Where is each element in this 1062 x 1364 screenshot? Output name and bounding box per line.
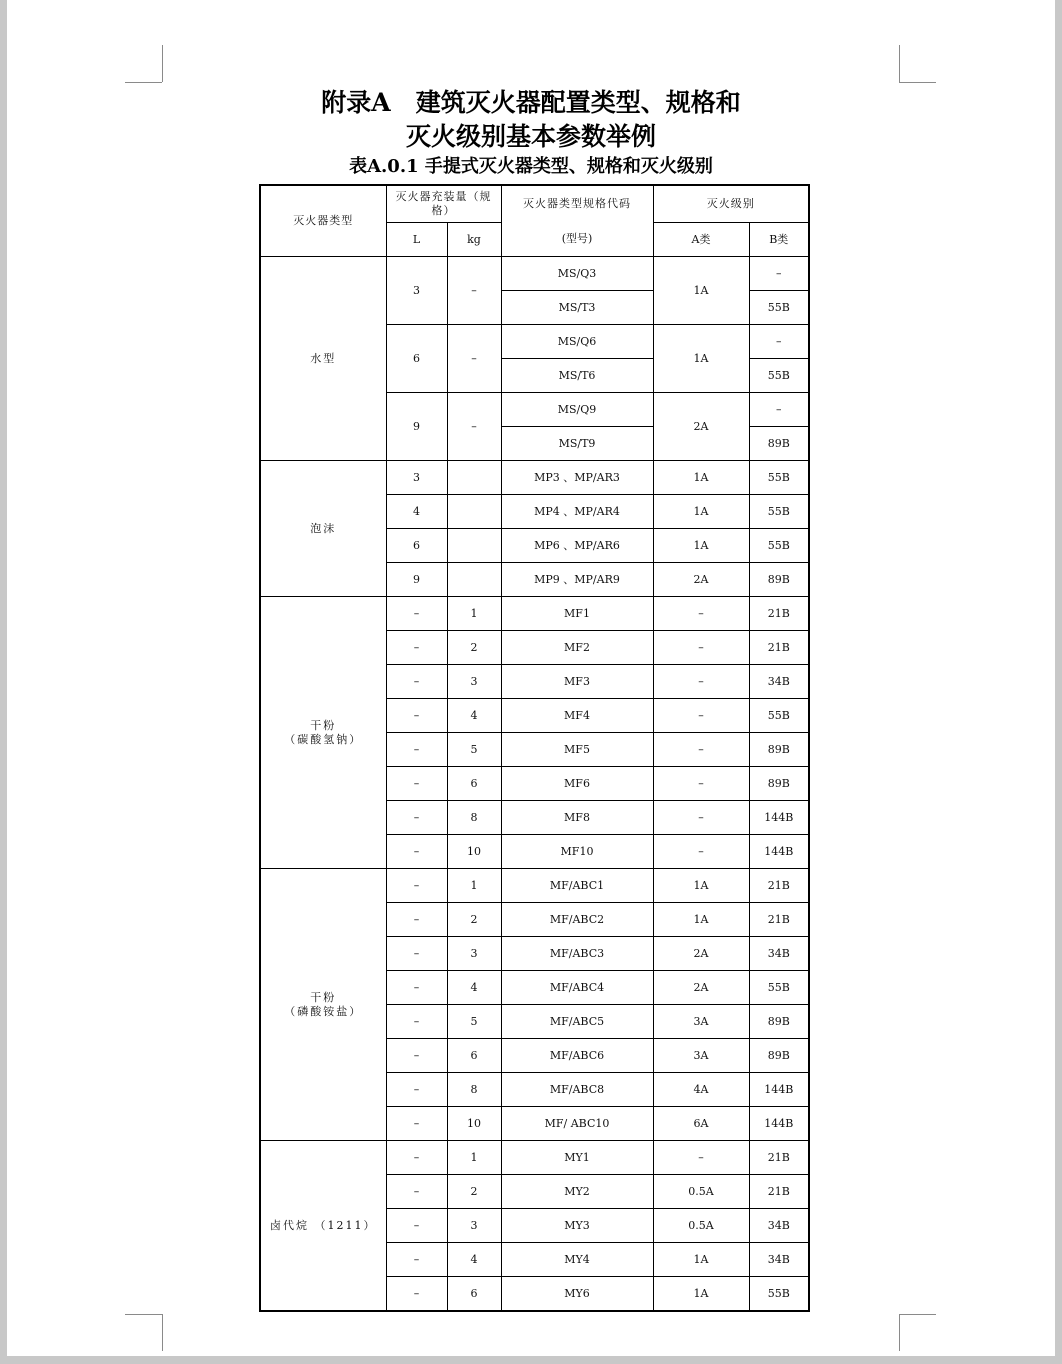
- cell-kg: 5: [447, 1005, 501, 1039]
- cell-code: MY3: [501, 1209, 653, 1243]
- group-powder-abc-line: （磷酸铵盐）: [284, 1004, 363, 1018]
- cell-class-a: 2A: [653, 971, 749, 1005]
- header-rating: 灭火级别: [653, 185, 809, 223]
- cell-class-b: 144B: [749, 801, 809, 835]
- cell-class-b: 55B: [749, 461, 809, 495]
- cell-code: MF/ABC4: [501, 971, 653, 1005]
- cell-class-a: 0.5A: [653, 1175, 749, 1209]
- cell-code: MY2: [501, 1175, 653, 1209]
- cell-class-b: 34B: [749, 1243, 809, 1277]
- cell-kg: 3: [447, 665, 501, 699]
- header-type: 灭火器类型: [260, 185, 386, 257]
- header-capacity: 灭火器充装量（规格）: [386, 185, 501, 223]
- cell-l: –: [386, 937, 447, 971]
- cell-class-a: 1A: [653, 1243, 749, 1277]
- cell-class-b: 21B: [749, 903, 809, 937]
- crop-mark-top-right-v: [899, 45, 900, 82]
- cell-kg: [447, 461, 501, 495]
- cell-class-b: 34B: [749, 665, 809, 699]
- cell-class-a: –: [653, 733, 749, 767]
- cell-code: MS/Q3: [501, 257, 653, 291]
- cell-class-b: 89B: [749, 563, 809, 597]
- cell-kg: [447, 563, 501, 597]
- cell-l: 3: [386, 257, 447, 325]
- cell-class-a: 1A: [653, 461, 749, 495]
- cell-class-b: 21B: [749, 1141, 809, 1175]
- cell-class-b: 89B: [749, 1005, 809, 1039]
- cell-l: –: [386, 1073, 447, 1107]
- cell-kg: –: [447, 393, 501, 461]
- cell-class-a: –: [653, 699, 749, 733]
- cell-code: MF/ABC8: [501, 1073, 653, 1107]
- crop-mark-top-right-h: [899, 82, 936, 83]
- cell-kg: 6: [447, 1277, 501, 1312]
- cell-l: 3: [386, 461, 447, 495]
- cell-code: MF/ABC6: [501, 1039, 653, 1073]
- header-class-a: A类: [653, 223, 749, 257]
- table-row: [260, 597, 809, 631]
- cell-kg: 3: [447, 937, 501, 971]
- cell-code: MP9 、MP/AR9: [501, 563, 653, 597]
- cell-class-a: 1A: [653, 257, 749, 325]
- cell-class-a: 1A: [653, 325, 749, 393]
- group-foam: [260, 461, 386, 597]
- extinguisher-table: [259, 184, 810, 1312]
- cell-code: MF8: [501, 801, 653, 835]
- cell-class-a: 1A: [653, 1277, 749, 1312]
- cell-l: 6: [386, 325, 447, 393]
- cell-code: MS/T6: [501, 359, 653, 393]
- header-code: 灭火器类型规格代码: [501, 185, 653, 223]
- cell-kg: 8: [447, 801, 501, 835]
- cell-class-b: 89B: [749, 1039, 809, 1073]
- group-halon: [260, 1141, 386, 1312]
- cell-class-b: 144B: [749, 835, 809, 869]
- cell-l: –: [386, 835, 447, 869]
- cell-l: –: [386, 1175, 447, 1209]
- cell-kg: 1: [447, 1141, 501, 1175]
- cell-l: –: [386, 597, 447, 631]
- cell-code: MP4 、MP/AR4: [501, 495, 653, 529]
- cell-code: MF2: [501, 631, 653, 665]
- cell-class-b: 89B: [749, 767, 809, 801]
- cell-class-a: 0.5A: [653, 1209, 749, 1243]
- cell-code: MP3 、MP/AR3: [501, 461, 653, 495]
- cell-class-a: –: [653, 631, 749, 665]
- cell-class-a: –: [653, 801, 749, 835]
- cell-l: –: [386, 767, 447, 801]
- cell-l: 9: [386, 393, 447, 461]
- cell-code: MF/ABC5: [501, 1005, 653, 1039]
- cell-kg: [447, 495, 501, 529]
- cell-class-b: 21B: [749, 869, 809, 903]
- cell-class-b: 21B: [749, 597, 809, 631]
- cell-l: –: [386, 1243, 447, 1277]
- cell-l: –: [386, 903, 447, 937]
- cell-l: –: [386, 1107, 447, 1141]
- cell-class-b: 89B: [749, 733, 809, 767]
- cell-class-b: 21B: [749, 631, 809, 665]
- cell-class-a: –: [653, 1141, 749, 1175]
- cell-class-b: –: [749, 325, 809, 359]
- cell-kg: 6: [447, 1039, 501, 1073]
- cell-kg: 2: [447, 903, 501, 937]
- header-unit-kg: kg: [447, 223, 501, 257]
- cell-class-a: 2A: [653, 393, 749, 461]
- cell-class-a: 6A: [653, 1107, 749, 1141]
- cell-class-a: 1A: [653, 869, 749, 903]
- cell-code: MF3: [501, 665, 653, 699]
- cell-kg: 3: [447, 1209, 501, 1243]
- group-powder-bc-line: 干粉: [310, 718, 337, 732]
- cell-l: –: [386, 665, 447, 699]
- group-water: [260, 257, 386, 461]
- appendix-title-line2: 灭火级别基本参数举例: [405, 122, 656, 151]
- crop-mark-bottom-left-v: [162, 1314, 163, 1351]
- cell-l: 9: [386, 563, 447, 597]
- cell-code: MS/T3: [501, 291, 653, 325]
- cell-kg: –: [447, 325, 501, 393]
- cell-code: MS/T9: [501, 427, 653, 461]
- group-powder-abc: [260, 869, 386, 1141]
- cell-l: –: [386, 869, 447, 903]
- cell-class-b: 55B: [749, 291, 809, 325]
- table-caption: 表A.0.1 手提式灭火器类型、规格和灭火级别: [349, 156, 713, 177]
- cell-code: MF/ ABC10: [501, 1107, 653, 1141]
- group-halon-line: 卤代烷 （1211）: [270, 1218, 377, 1232]
- cell-class-b: 55B: [749, 495, 809, 529]
- crop-mark-bottom-right-h: [899, 1314, 936, 1315]
- group-powder-bc-line: （碳酸氢钠）: [284, 732, 363, 746]
- cell-class-a: 2A: [653, 563, 749, 597]
- cell-kg: 4: [447, 971, 501, 1005]
- cell-kg: 1: [447, 597, 501, 631]
- table-row: [260, 257, 809, 291]
- cell-code: MY1: [501, 1141, 653, 1175]
- header-unit-l: L: [386, 223, 447, 257]
- cell-class-a: 4A: [653, 1073, 749, 1107]
- cell-kg: 8: [447, 1073, 501, 1107]
- cell-code: MF5: [501, 733, 653, 767]
- cell-class-b: –: [749, 257, 809, 291]
- cell-l: –: [386, 1039, 447, 1073]
- group-powder-bc: [260, 597, 386, 869]
- cell-class-a: –: [653, 767, 749, 801]
- cell-class-b: 144B: [749, 1107, 809, 1141]
- cell-class-a: –: [653, 597, 749, 631]
- cell-code: MS/Q6: [501, 325, 653, 359]
- cell-kg: [447, 529, 501, 563]
- cell-l: –: [386, 971, 447, 1005]
- cell-code: MF4: [501, 699, 653, 733]
- cell-kg: 4: [447, 699, 501, 733]
- header-row-1: [260, 185, 809, 223]
- table-row: [260, 869, 809, 903]
- cell-class-a: 3A: [653, 1039, 749, 1073]
- cell-class-a: 1A: [653, 495, 749, 529]
- crop-mark-bottom-left-h: [125, 1314, 162, 1315]
- cell-class-b: 34B: [749, 937, 809, 971]
- cell-class-b: –: [749, 393, 809, 427]
- cell-code: MY4: [501, 1243, 653, 1277]
- crop-mark-bottom-right-v: [899, 1314, 900, 1351]
- cell-class-b: 55B: [749, 699, 809, 733]
- cell-l: 4: [386, 495, 447, 529]
- cell-code: MF6: [501, 767, 653, 801]
- cell-kg: 10: [447, 1107, 501, 1141]
- appendix-title-line1: 附录A 建筑灭火器配置类型、规格和: [321, 88, 741, 117]
- cell-class-a: 1A: [653, 529, 749, 563]
- cell-l: –: [386, 631, 447, 665]
- cell-code: MP6 、MP/AR6: [501, 529, 653, 563]
- group-foam-line: 泡沫: [310, 521, 337, 535]
- cell-l: –: [386, 1209, 447, 1243]
- cell-class-a: 1A: [653, 903, 749, 937]
- cell-class-b: 55B: [749, 359, 809, 393]
- table-row: [260, 1141, 809, 1175]
- cell-class-b: 34B: [749, 1209, 809, 1243]
- cell-class-a: –: [653, 835, 749, 869]
- cell-code: MF/ABC1: [501, 869, 653, 903]
- cell-code: MF/ABC2: [501, 903, 653, 937]
- cell-class-a: 2A: [653, 937, 749, 971]
- cell-class-b: 55B: [749, 971, 809, 1005]
- cell-kg: 4: [447, 1243, 501, 1277]
- table-row: [260, 461, 809, 495]
- header-code-model: (型号): [501, 223, 653, 257]
- cell-l: –: [386, 1277, 447, 1312]
- cell-l: –: [386, 699, 447, 733]
- cell-code: MS/Q9: [501, 393, 653, 427]
- cell-kg: 2: [447, 1175, 501, 1209]
- cell-code: MF1: [501, 597, 653, 631]
- cell-code: MY6: [501, 1277, 653, 1312]
- cell-kg: 1: [447, 869, 501, 903]
- cell-l: –: [386, 1141, 447, 1175]
- group-powder-abc-line: 干粉: [310, 990, 337, 1004]
- cell-kg: 2: [447, 631, 501, 665]
- group-water-line: 水型: [310, 351, 337, 365]
- cell-l: 6: [386, 529, 447, 563]
- cell-l: –: [386, 733, 447, 767]
- cell-l: –: [386, 801, 447, 835]
- cell-kg: 5: [447, 733, 501, 767]
- crop-mark-top-left-v: [162, 45, 163, 82]
- cell-class-a: 3A: [653, 1005, 749, 1039]
- cell-l: –: [386, 1005, 447, 1039]
- cell-class-b: 21B: [749, 1175, 809, 1209]
- cell-class-b: 89B: [749, 427, 809, 461]
- crop-mark-top-left-h: [125, 82, 162, 83]
- cell-class-b: 144B: [749, 1073, 809, 1107]
- cell-class-a: –: [653, 665, 749, 699]
- header-class-b: B类: [749, 223, 809, 257]
- cell-kg: 6: [447, 767, 501, 801]
- cell-kg: 10: [447, 835, 501, 869]
- cell-code: MF/ABC3: [501, 937, 653, 971]
- cell-class-b: 55B: [749, 529, 809, 563]
- cell-class-b: 55B: [749, 1277, 809, 1312]
- cell-code: MF10: [501, 835, 653, 869]
- cell-kg: –: [447, 257, 501, 325]
